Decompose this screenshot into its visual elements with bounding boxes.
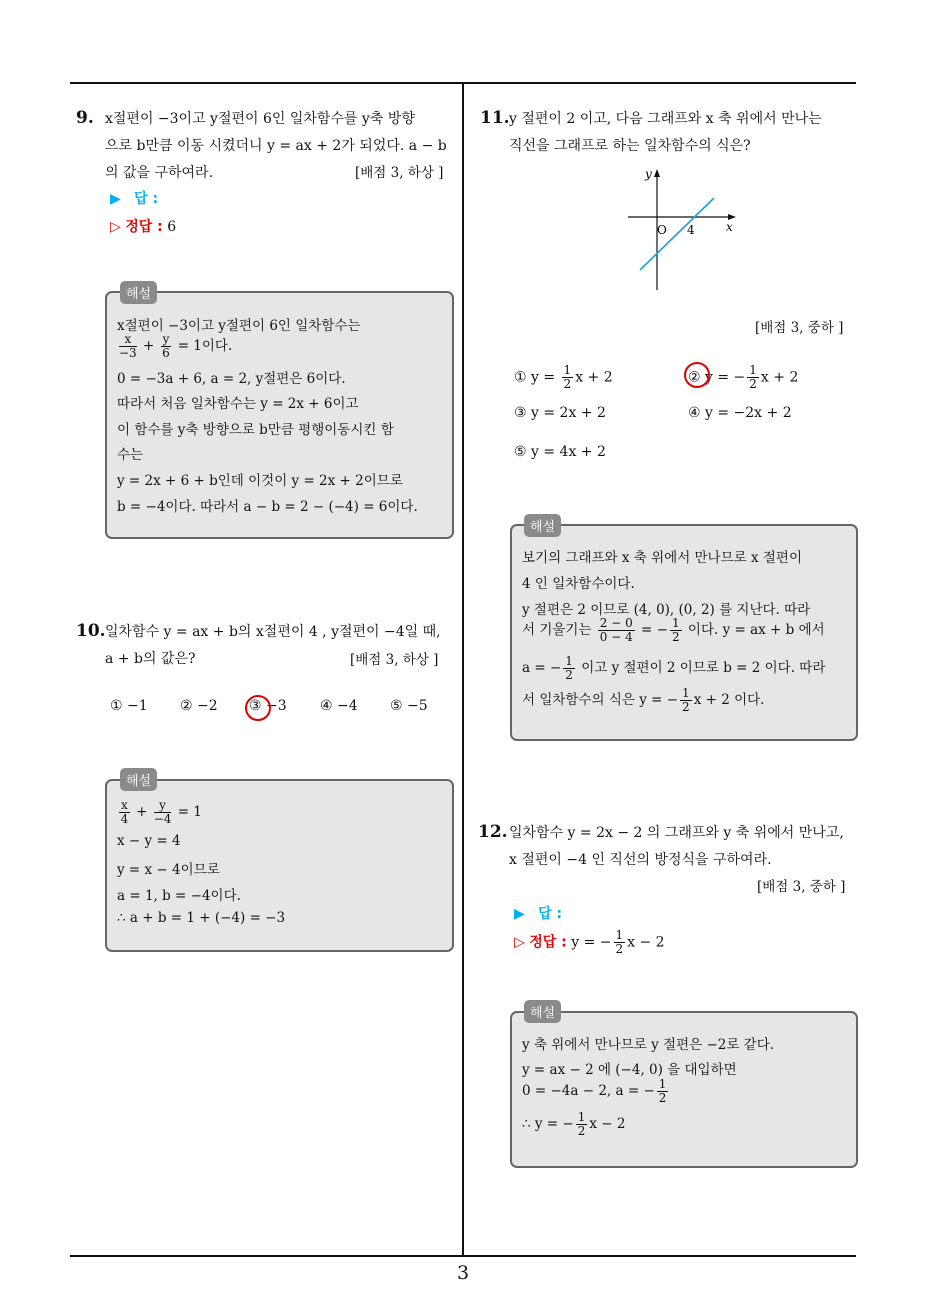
question-text-line: a + b의 값은? xyxy=(105,651,196,667)
question-text-line: y 절편이 2 이고, 다음 그래프와 x 축 위에서 만나는 xyxy=(509,111,822,127)
choice-1[interactable]: ① y = $\frac{1}{2}$ x + 2 xyxy=(514,363,613,391)
solution-tab: 해설 xyxy=(120,281,157,304)
x-axis-label: x xyxy=(726,220,733,234)
page-number: 3 xyxy=(456,1262,470,1284)
solution-line: x − y = 4 xyxy=(117,833,181,849)
solution-tab: 해설 xyxy=(120,768,157,791)
fraction: $\frac{1}{2}$ xyxy=(671,616,680,644)
question-text-line: x 절편이 −4 인 직선의 방정식을 구하여라. xyxy=(509,852,772,868)
y-axis-arrow xyxy=(654,169,660,177)
solution-tab: 해설 xyxy=(524,514,561,537)
solution-line: $\frac{x}{-3}$ + $\frac{y}{6}$ = 1이다. xyxy=(119,332,233,360)
fraction: $\frac{1}{2}$ xyxy=(577,1110,586,1138)
selected-answer-circle xyxy=(245,695,271,721)
correct-answer-row xyxy=(110,216,176,238)
play-icon: ▶ xyxy=(514,906,525,922)
solution-line: a = − $\frac{1}{2}$ 이고 y 절편이 2 이므로 b = 2 이다. 따라 xyxy=(522,654,826,682)
score-meta: [배점 3, 중하 ] xyxy=(755,320,844,336)
correct-value: y = − xyxy=(571,934,612,951)
fraction: $\frac{y}{6}$ xyxy=(162,332,170,360)
solution-line: 서 기울기는 $\frac{2 - 0}{0 - 4}$ = − $\frac{1}{2}$ 이다. y = ax + b 에서 xyxy=(522,616,825,644)
fraction: $\frac{1}{2}$ xyxy=(658,1077,667,1105)
fraction: $\frac{2 - 0}{0 - 4}$ xyxy=(599,616,633,644)
fraction: $\frac{1}{2}$ xyxy=(682,686,690,714)
correct-value: 6 xyxy=(167,219,177,235)
solution-line: 서 일차함수의 식은 y = − $\frac{1}{2}$ x + 2 이다. xyxy=(522,686,765,714)
question-number: 11. xyxy=(480,108,510,128)
solution-line: 따라서 처음 일차함수는 y = 2x + 6이고 xyxy=(117,396,359,412)
solution-line: a = 1, b = −4이다. xyxy=(117,888,241,904)
question-text-line: 으로 b만큼 이동 시켰더니 y = ax + 2가 되었다. a − b xyxy=(105,138,447,154)
score-meta: [배점 3, 하상 ] xyxy=(355,165,444,181)
solution-line: y 축 위에서 만나므로 y 절편은 −2로 같다. xyxy=(522,1037,775,1053)
choice-2[interactable]: ② y = − $\frac{1}{2}$ x + 2 xyxy=(688,363,799,391)
answer-label: 답 : xyxy=(538,906,563,922)
choice-3[interactable]: ③ −3 xyxy=(249,698,287,714)
question-number: 10. xyxy=(76,621,106,641)
choice-1[interactable]: ① −1 xyxy=(110,698,148,714)
play-icon: ▶ xyxy=(110,191,121,207)
correct-label: 정답 : xyxy=(529,934,567,951)
solution-line: y = 2x + 6 + b인데 이것이 y = 2x + 2이므로 xyxy=(117,473,403,489)
score-meta: [배점 3, 하상 ] xyxy=(350,652,439,668)
question-text-line: x절편이 −3이고 y절편이 6인 일차함수를 y축 방향 xyxy=(105,111,415,127)
choice-4[interactable]: ④ y = −2x + 2 xyxy=(688,405,792,421)
solution-line: 0 = −3a + 6, a = 2, y절편은 6이다. xyxy=(117,371,346,387)
choice-2[interactable]: ② −2 xyxy=(180,698,218,714)
line-graph xyxy=(620,165,745,295)
solution-line: 보기의 그래프와 x 축 위에서 만나므로 x 절편이 xyxy=(522,550,803,566)
solution-line: y 절편은 2 이므로 (4, 0), (0, 2) 를 지난다. 따라 xyxy=(522,602,811,618)
question-text-line: 일차함수 y = ax + b의 x절편이 4 , y절편이 −4일 때, xyxy=(105,624,441,640)
selected-answer-circle xyxy=(684,362,710,388)
fraction: $\frac{x}{4}$ xyxy=(120,798,129,826)
outline-play-icon: ▷ xyxy=(514,934,525,951)
answer-row xyxy=(514,903,562,925)
choice-5[interactable]: ⑤ y = 4x + 2 xyxy=(514,444,606,460)
solution-line: 수는 xyxy=(117,447,144,463)
fraction: $\frac{1}{2}$ xyxy=(563,363,572,391)
correct-label: 정답 : xyxy=(125,219,163,235)
y-axis-label: y xyxy=(645,167,652,181)
solution-line: 0 = −4a − 2, a = − $\frac{1}{2}$ xyxy=(522,1077,667,1105)
solution-line: x절편이 −3이고 y절편이 6인 일차함수는 xyxy=(117,318,361,334)
solution-line: $\frac{x}{4}$ + $\frac{y}{-4}$ = 1 xyxy=(120,798,202,826)
graph-line xyxy=(640,198,714,270)
fraction: $\frac{1}{2}$ xyxy=(749,363,757,391)
fraction: $\frac{y}{-4}$ xyxy=(153,798,172,826)
solution-line: ∴ a + b = 1 + (−4) = −3 xyxy=(117,910,286,926)
answer-label: 답 : xyxy=(134,191,159,207)
origin-label: O xyxy=(657,223,667,237)
fraction: $\frac{1}{2}$ xyxy=(615,928,624,956)
solution-line: 4 인 일차함수이다. xyxy=(522,576,635,592)
x-tick-label: 4 xyxy=(687,223,695,237)
solution-line: y = ax − 2 에 (−4, 0) 을 대입하면 xyxy=(522,1062,737,1078)
score-meta: [배점 3, 중하 ] xyxy=(757,879,846,895)
correct-answer-row: ▷ 정답 : y = − $\frac{1}{2}$ x − 2 xyxy=(514,928,665,956)
solution-tab: 해설 xyxy=(524,1000,561,1023)
bottom-rule xyxy=(70,1255,856,1257)
outline-play-icon: ▷ xyxy=(110,219,121,235)
question-text-line: 일차함수 y = 2x − 2 의 그래프와 y 축 위에서 만나고, xyxy=(509,825,844,841)
fraction: $\frac{x}{-3}$ xyxy=(119,332,137,360)
answer-row xyxy=(110,188,158,210)
column-divider xyxy=(462,82,464,1257)
solution-line: 이 함수를 y축 방향으로 b만큼 평행이동시킨 함 xyxy=(117,422,394,438)
choice-3[interactable]: ③ y = 2x + 2 xyxy=(514,405,606,421)
choice-4[interactable]: ④ −4 xyxy=(320,698,358,714)
solution-line: ∴ y = − $\frac{1}{2}$ x − 2 xyxy=(522,1110,626,1138)
question-number: 9. xyxy=(76,108,94,128)
question-number: 12. xyxy=(478,822,508,842)
solution-line: y = x − 4이므로 xyxy=(117,862,220,878)
question-text-line: 직선을 그래프로 하는 일차함수의 식은? xyxy=(509,138,751,154)
fraction: $\frac{1}{2}$ xyxy=(565,654,573,682)
choice-5[interactable]: ⑤ −5 xyxy=(390,698,428,714)
question-text-line: 의 값을 구하여라. xyxy=(105,165,214,181)
solution-line: b = −4이다. 따라서 a − b = 2 − (−4) = 6이다. xyxy=(117,499,418,515)
